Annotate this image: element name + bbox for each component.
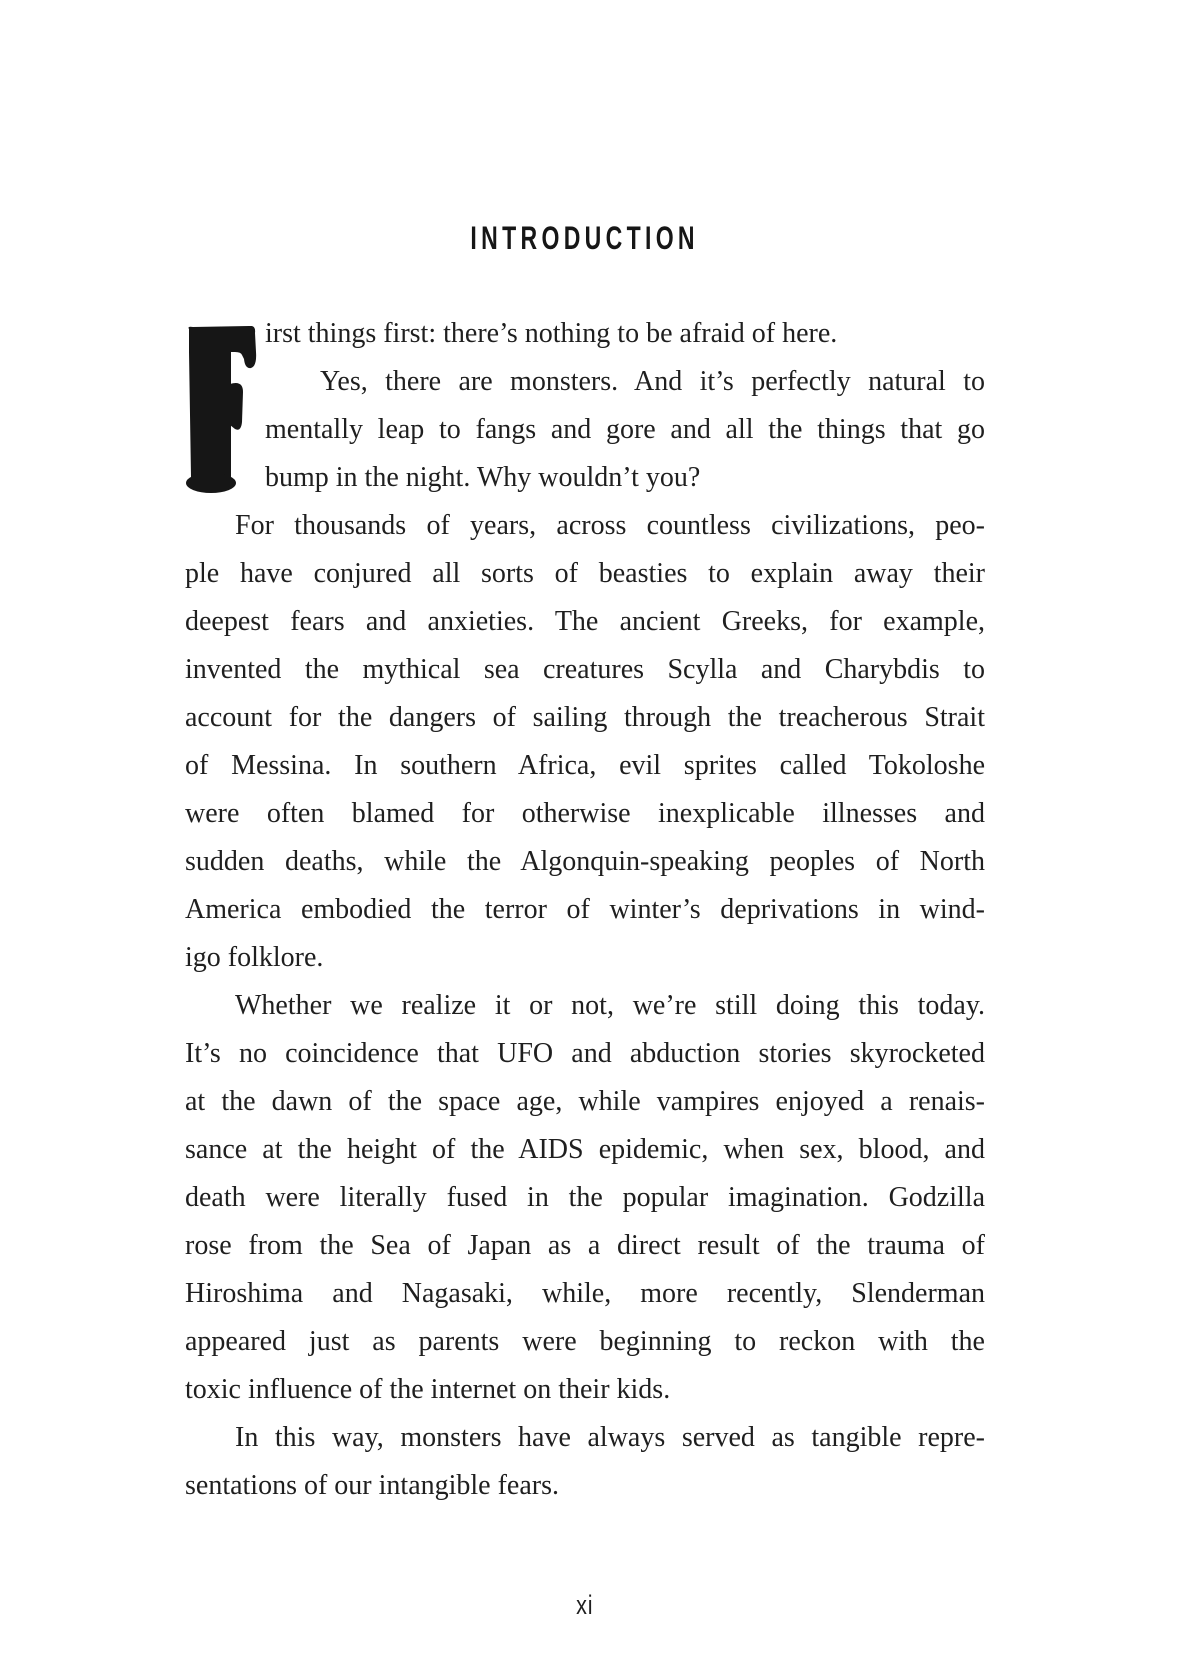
- text-line: bump in the night. Why wouldn’t you?: [265, 462, 701, 493]
- page-number: xi: [576, 1590, 594, 1620]
- chapter-heading-row: [185, 220, 985, 257]
- text-line: deepest fears and anxieties. The ancient Greeks, for example,: [185, 606, 985, 637]
- text-line: death were literally fused in the popular imagination. Godzilla: [185, 1182, 985, 1213]
- text-line: sentations of our intangible fears.: [185, 1470, 560, 1501]
- text-line: rose from the Sea of Japan as a direct result of the trauma of: [185, 1230, 985, 1261]
- text-line: Yes, there are monsters. And it’s perfectly natural to: [320, 366, 985, 397]
- text-line: mentally leap to fangs and gore and all the things that go: [265, 414, 985, 445]
- text-line: igo folklore.: [185, 942, 324, 973]
- text-line: of Messina. In southern Africa, evil sprites called Tokoloshe: [185, 750, 985, 781]
- text-line: It’s no coincidence that UFO and abduction stories skyrocketed: [185, 1038, 985, 1069]
- text-line: toxic influence of the internet on their kids.: [185, 1374, 671, 1405]
- text-line: Whether we realize it or not, we’re still doing this today.: [235, 990, 985, 1021]
- chapter-title: INTRODUCTION: [470, 220, 700, 256]
- dropcap-letter-f: [185, 326, 257, 494]
- text-line: ple have conjured all sorts of beasties to explain away their: [185, 558, 985, 589]
- text-line: In this way, monsters have always served as tangible repre-: [235, 1422, 985, 1453]
- text-line: irst things first: there’s nothing to be afraid of here.: [265, 318, 838, 349]
- text-line: appeared just as parents were beginning to reckon with the: [185, 1326, 985, 1357]
- text-line: America embodied the terror of winter’s deprivations in wind-: [185, 894, 985, 925]
- folio-row: [185, 1590, 985, 1621]
- text-line: invented the mythical sea creatures Scylla and Charybdis to: [185, 654, 985, 685]
- text-line: account for the dangers of sailing through the treacherous Strait: [185, 702, 985, 733]
- text-line: were often blamed for otherwise inexplicable illnesses and: [185, 798, 985, 829]
- text-line: sance at the height of the AIDS epidemic, when sex, blood, and: [185, 1134, 985, 1165]
- text-line: sudden deaths, while the Algonquin-speaking peoples of North: [185, 846, 985, 877]
- text-line: For thousands of years, across countless civilizations, peo-: [235, 510, 985, 541]
- body-text: [185, 310, 985, 1510]
- text-line: at the dawn of the space age, while vampires enjoyed a renais-: [185, 1086, 985, 1117]
- text-line: Hiroshima and Nagasaki, while, more recently, Slenderman: [185, 1278, 985, 1309]
